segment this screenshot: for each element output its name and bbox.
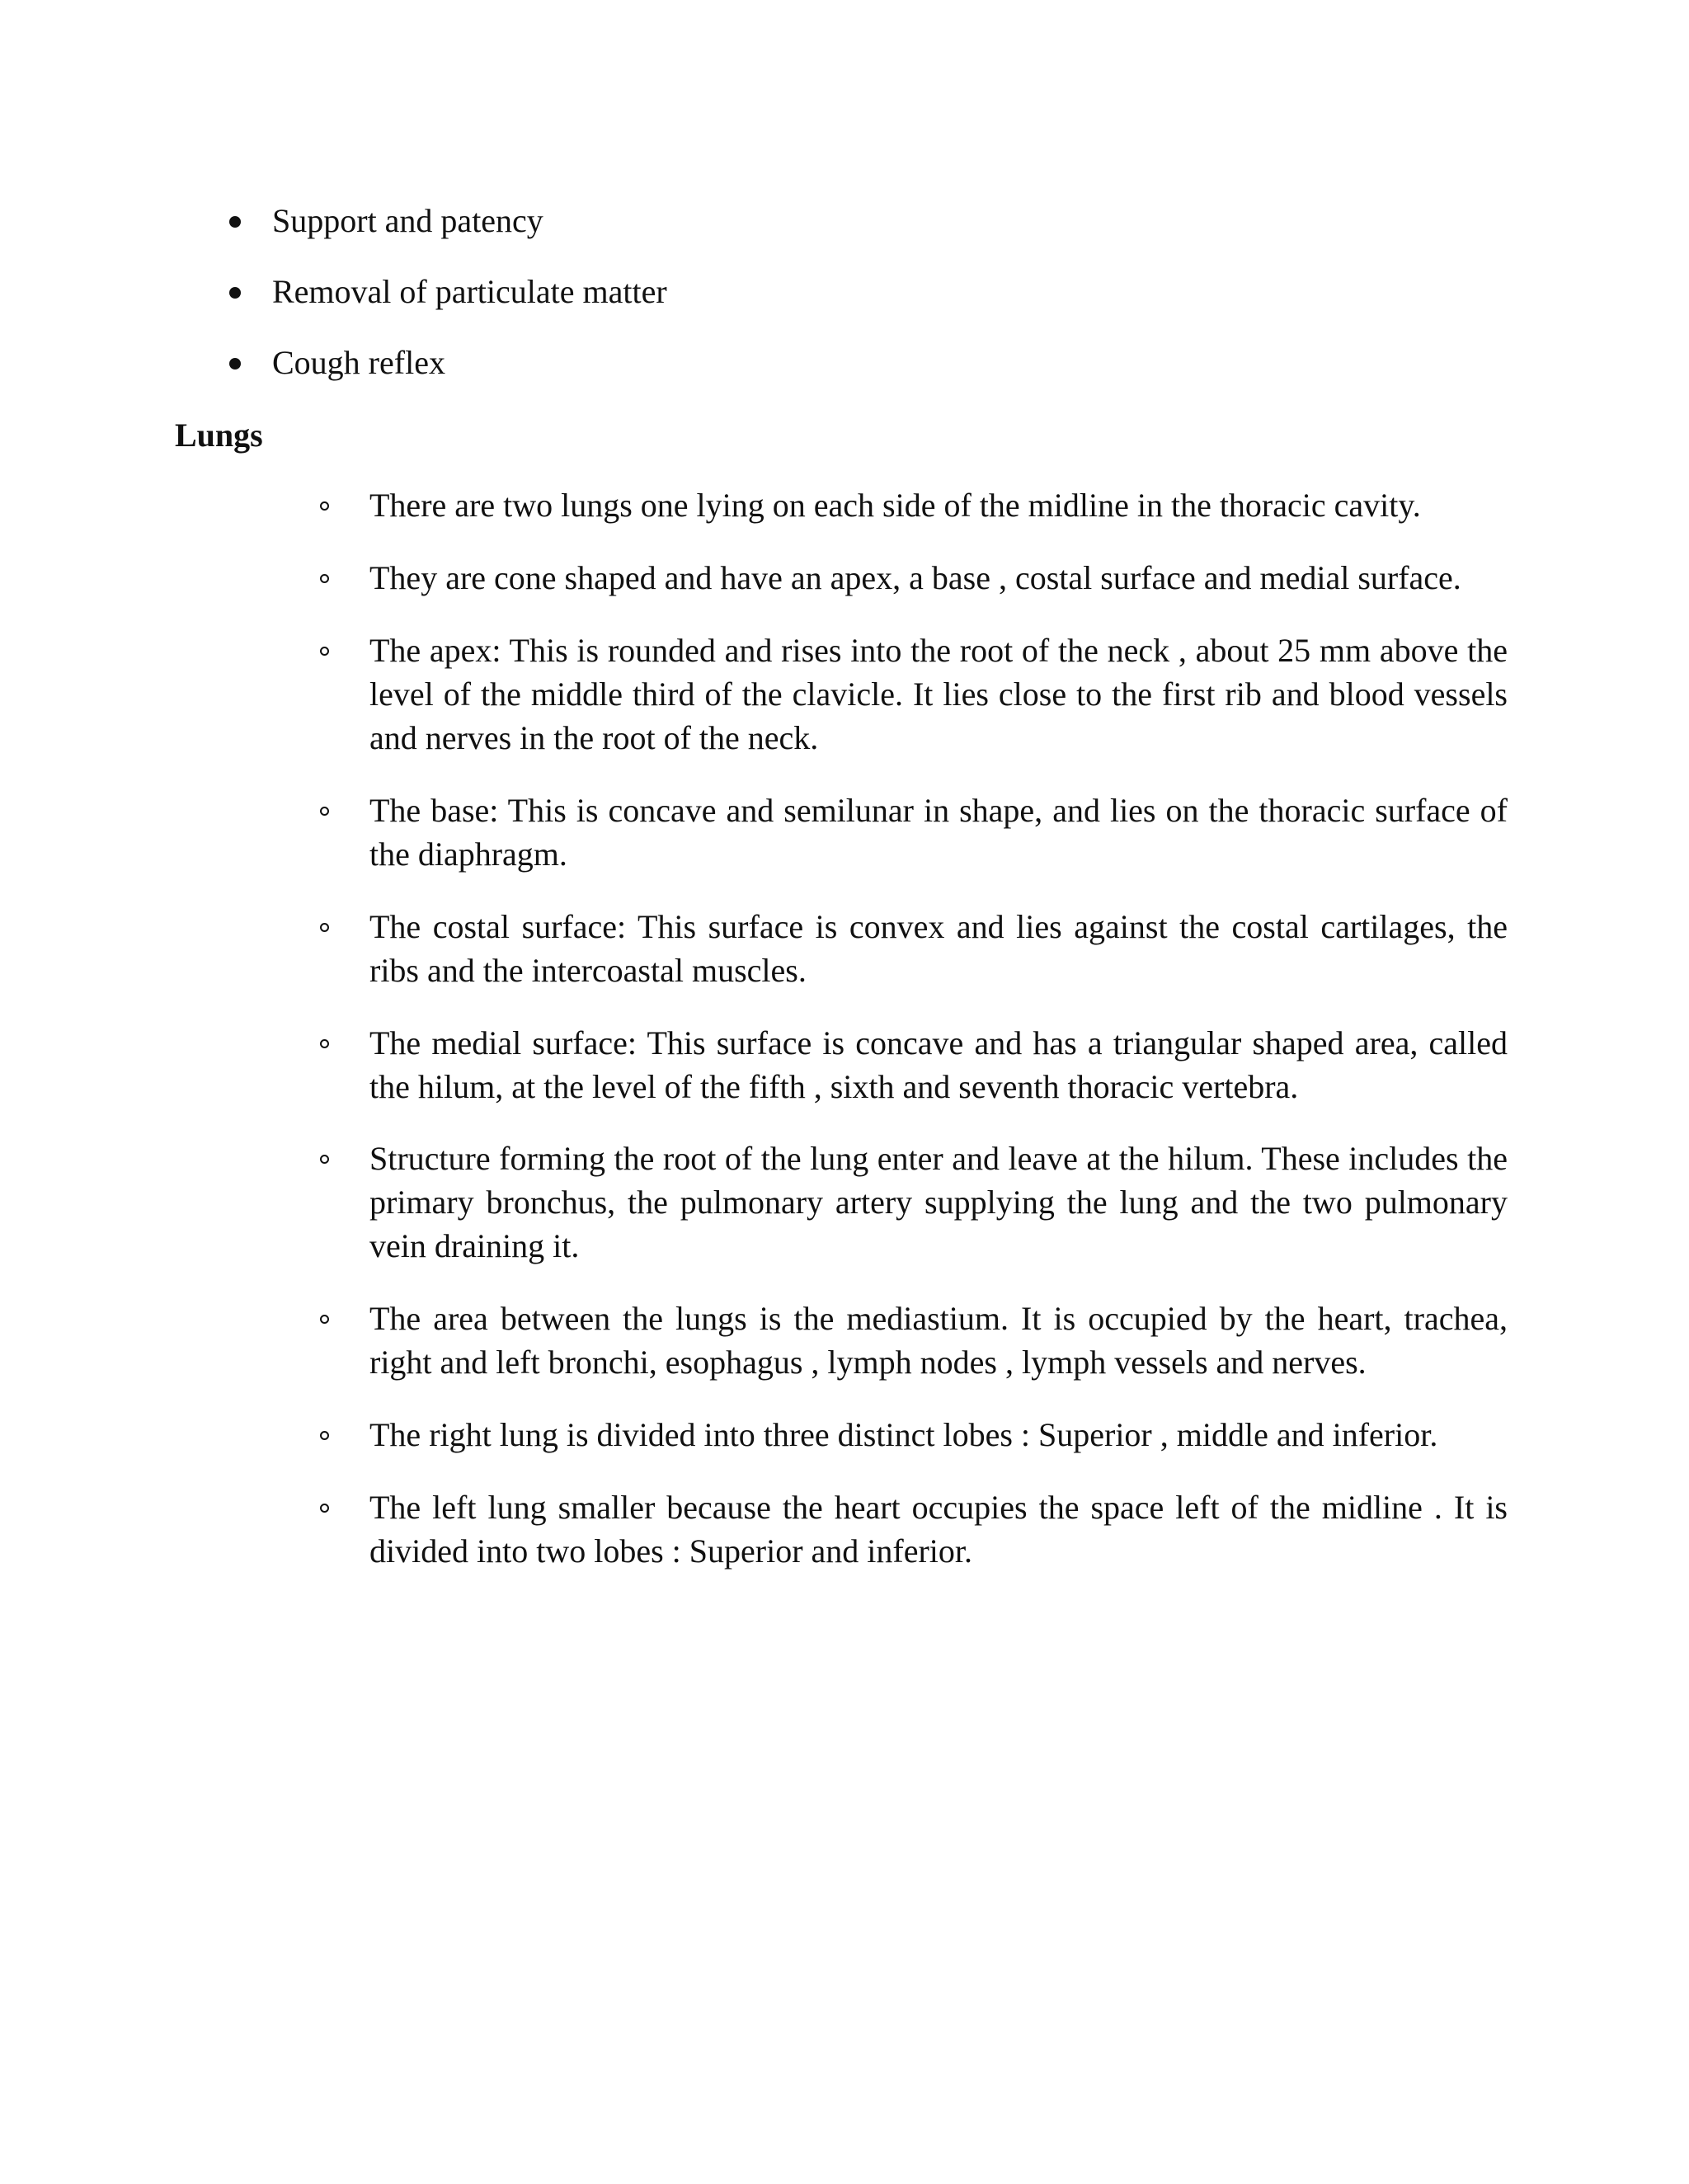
list-item-text: They are cone shaped and have an apex, a base , costal surface and medial surface. <box>369 559 1461 596</box>
section-heading: Lungs <box>175 417 263 454</box>
list-item-text: The area between the lungs is the mediastium. It is occupied by the heart, trachea, right and left bronchi, esophagus , lymph nodes , lymph vessels and nerves. <box>369 1300 1508 1381</box>
list-item-text: Structure forming the root of the lung enter and leave at the hilum. These includes the primary bronchus, the pulmonary artery supplying the lung and the two pulmonary vein draining it. <box>369 1140 1508 1264</box>
circle-bullet-icon <box>320 923 329 932</box>
circle-bullet-icon <box>320 574 329 583</box>
circle-bullet-icon <box>320 501 329 511</box>
bullet-icon <box>229 216 241 228</box>
list-item-text: The costal surface: This surface is convex and lies against the costal cartilages, the ribs and the intercoastal muscles. <box>369 908 1508 989</box>
circle-bullet-icon <box>320 1431 329 1440</box>
bullet-icon <box>229 287 241 299</box>
list-item-text: The apex: This is rounded and rises into the root of the neck , about 25 mm above the level of the middle third of the clavicle. It lies close to the first rib and blood vessels and nerves in the root of the neck. <box>369 632 1508 756</box>
circle-bullet-icon <box>320 1315 329 1324</box>
list-item <box>221 196 1541 246</box>
list-item-text: Cough reflex <box>272 344 445 381</box>
circle-bullet-icon <box>320 1155 329 1164</box>
list-item <box>221 338 1541 388</box>
circle-bullet-icon <box>320 1039 329 1048</box>
bullet-icon <box>229 358 241 369</box>
list-item-text: There are two lungs one lying on each side of the midline in the thoracic cavity. <box>369 487 1421 524</box>
list-item-text: The left lung smaller because the heart occupies the space left of the midline . It is divided into two lobes : Superior and inferior. <box>369 1489 1508 1570</box>
list-item-text: Removal of particulate matter <box>272 273 667 310</box>
list-item-text: Support and patency <box>272 202 543 239</box>
circle-bullet-icon <box>320 647 329 656</box>
list-item-text: The base: This is concave and semilunar in shape, and lies on the thoracic surface of the diaphragm. <box>369 792 1508 873</box>
circle-bullet-icon <box>320 807 329 816</box>
list-item-text: The medial surface: This surface is concave and has a triangular shaped area, called the hilum, at the level of the fifth , sixth and seventh thoracic vertebra. <box>369 1024 1508 1105</box>
circle-bullet-icon <box>320 1504 329 1513</box>
list-item-text: The right lung is divided into three distinct lobes : Superior , middle and inferior. <box>369 1416 1438 1453</box>
list-item <box>221 267 1541 317</box>
